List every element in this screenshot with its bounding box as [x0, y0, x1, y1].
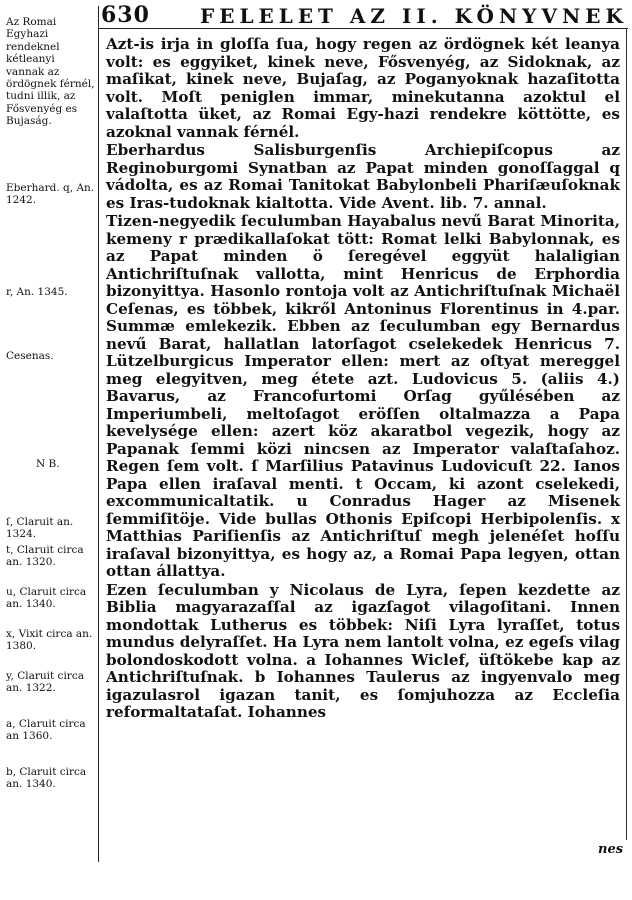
paragraph: Ezen ſeculumban y Nicolaus de Lyra, ſepen kezdette az Biblia magyarazaſſal az igazſagot vilagoſitani. Innen mondottak Lutherus es többek: Niſi Lyra lyraſſet, totus mundus delyraſſet. Ha Lyra nem lantolt volna, ez egeſs vilag bolondoskodott volna. a Iohannes Wiclef, üſtökebe kap az Antichriſtuſnak. b Iohannes Taulerus az ingyenvalo meg igazulasrol igazan tanit, es ſomjuhozza az Eccleſia reformaltataſat. Iohannes	[106, 580, 620, 721]
margin-note-text: b, Claruit circa an. 1340.	[6, 766, 87, 791]
margin-note-text: ſ, Claruit an. 1324.	[6, 516, 74, 541]
running-head: FELELET AZ II. KÖNYVNEK	[200, 4, 628, 28]
paragraph: Azt-is irja in gloſſa ſua, hogy regen az ördögnek két leanya volt: es eggyiket, kinek neve, Fősvenyég, az Sidoknak, az maſikat, kinek neve, Bujaſag, az Poganyoknak hazaſitotta volt. Moſt peniglen immar, minekutanna azoktul el valaſtotta üket, az Romai Egy-hazi rendekre köttötte, es azoknal vannak férnél.	[106, 35, 620, 141]
margin-rule	[98, 6, 99, 862]
margin-note	[6, 350, 96, 362]
margin-note	[6, 766, 96, 791]
header-rule	[98, 28, 628, 29]
margin-note	[6, 286, 96, 298]
margin-note-text: a, Claruit circa an 1360.	[6, 718, 86, 743]
margin-note-text: N B.	[36, 458, 60, 470]
page-number: 630	[101, 2, 150, 28]
margin-note-text: Cesenas.	[6, 350, 54, 362]
margin-note	[6, 182, 96, 207]
margin-note-text: y, Claruit circa an. 1322.	[6, 670, 84, 695]
margin-note-text: t, Claruit circa an. 1320.	[6, 544, 84, 569]
margin-note-text: r, An. 1345.	[6, 286, 68, 298]
margin-note-text: Eberhard. q, An. 1242.	[6, 182, 95, 207]
margin-note	[6, 16, 96, 128]
catchword: nes	[598, 842, 624, 857]
paragraph: Tizen-negyedik ſeculumban Hayabalus nevű Barat Minorita, kemeny r prædikallaſokat tött: Romat lelki Babylonnak, es az Papat minden ö ſeregével eggyüt halaligian Antichriſtuſnak vallotta, mint Henricus de Erphordia bizonyittya. Hasonlo rontoja volt az Antichriſtuſnak Michaël Ceſenas, es többek, kikről Antoninus Florentinus in 4.par. Summæ emlekezik. Ebben az ſeculumban egy Bernardus nevű Barat, hallatlan latorſagot cselekedek Henricus 7. Lützelburgicus Imperator ellen: mert az oſtyat mereggel meg elegyitven, meg étete azt. Ludovicus 5. (aliis 4.) Bavarus, az Francofurtomi Orſag gyűlésében az Imperiumbeli, meltoſagot eröſſen oltalmazza a Papa kevelysége ellen: azert köz akaratbol vegezik, hogy az Papanak ſemmi közi nincsen az Imperator valaſtaſahoz. Regen ſem volt. ſ Marſilius Patavinus Ludovicuſt 22. Ianos Papa ellen iraſaval menti. t Occam, ki azont cselekedi, excommunicaltatik. u Conradus Hager az Misenek ſemmiſitöje. Vide bullas Othonis Epiſcopi Herbipolenſis. x Matthias Pariſienſis az Antichriſtuſ megh jelenéſet hoſſu iraſaval bizonyittya, es hogy az, a Romai Papa legyen, ottan ottan állattya.	[106, 212, 620, 580]
margin-note-text: x, Vixit circa an. 1380.	[6, 628, 93, 653]
margin-note-text: Az Romai Egyhazi rendeknel kétleanyi vannak az ördögnek férnél, tudni illik, az Fősvenyég es Bujaság.	[6, 16, 95, 128]
margin-note	[6, 670, 96, 695]
right-edge-rule	[626, 28, 627, 840]
margin-note	[6, 544, 96, 569]
margin-note-text: u, Claruit circa an. 1340.	[6, 586, 87, 611]
main-text	[106, 36, 620, 722]
margin-note	[6, 586, 96, 611]
margin-note	[6, 718, 96, 743]
paragraph: Eberhardus Salisburgenſis Archiepiſcopus az Reginoburgomi Synatban az Papat minden gonoſſaggal q vádolta, es az Romai Tanitokat Babylonbeli Phariſæuſoknak es Iras-tudoknak kialtotta. Vide Avent. lib. 7. annal.	[106, 141, 620, 212]
margin-note	[6, 628, 96, 653]
margin-note	[6, 516, 96, 541]
